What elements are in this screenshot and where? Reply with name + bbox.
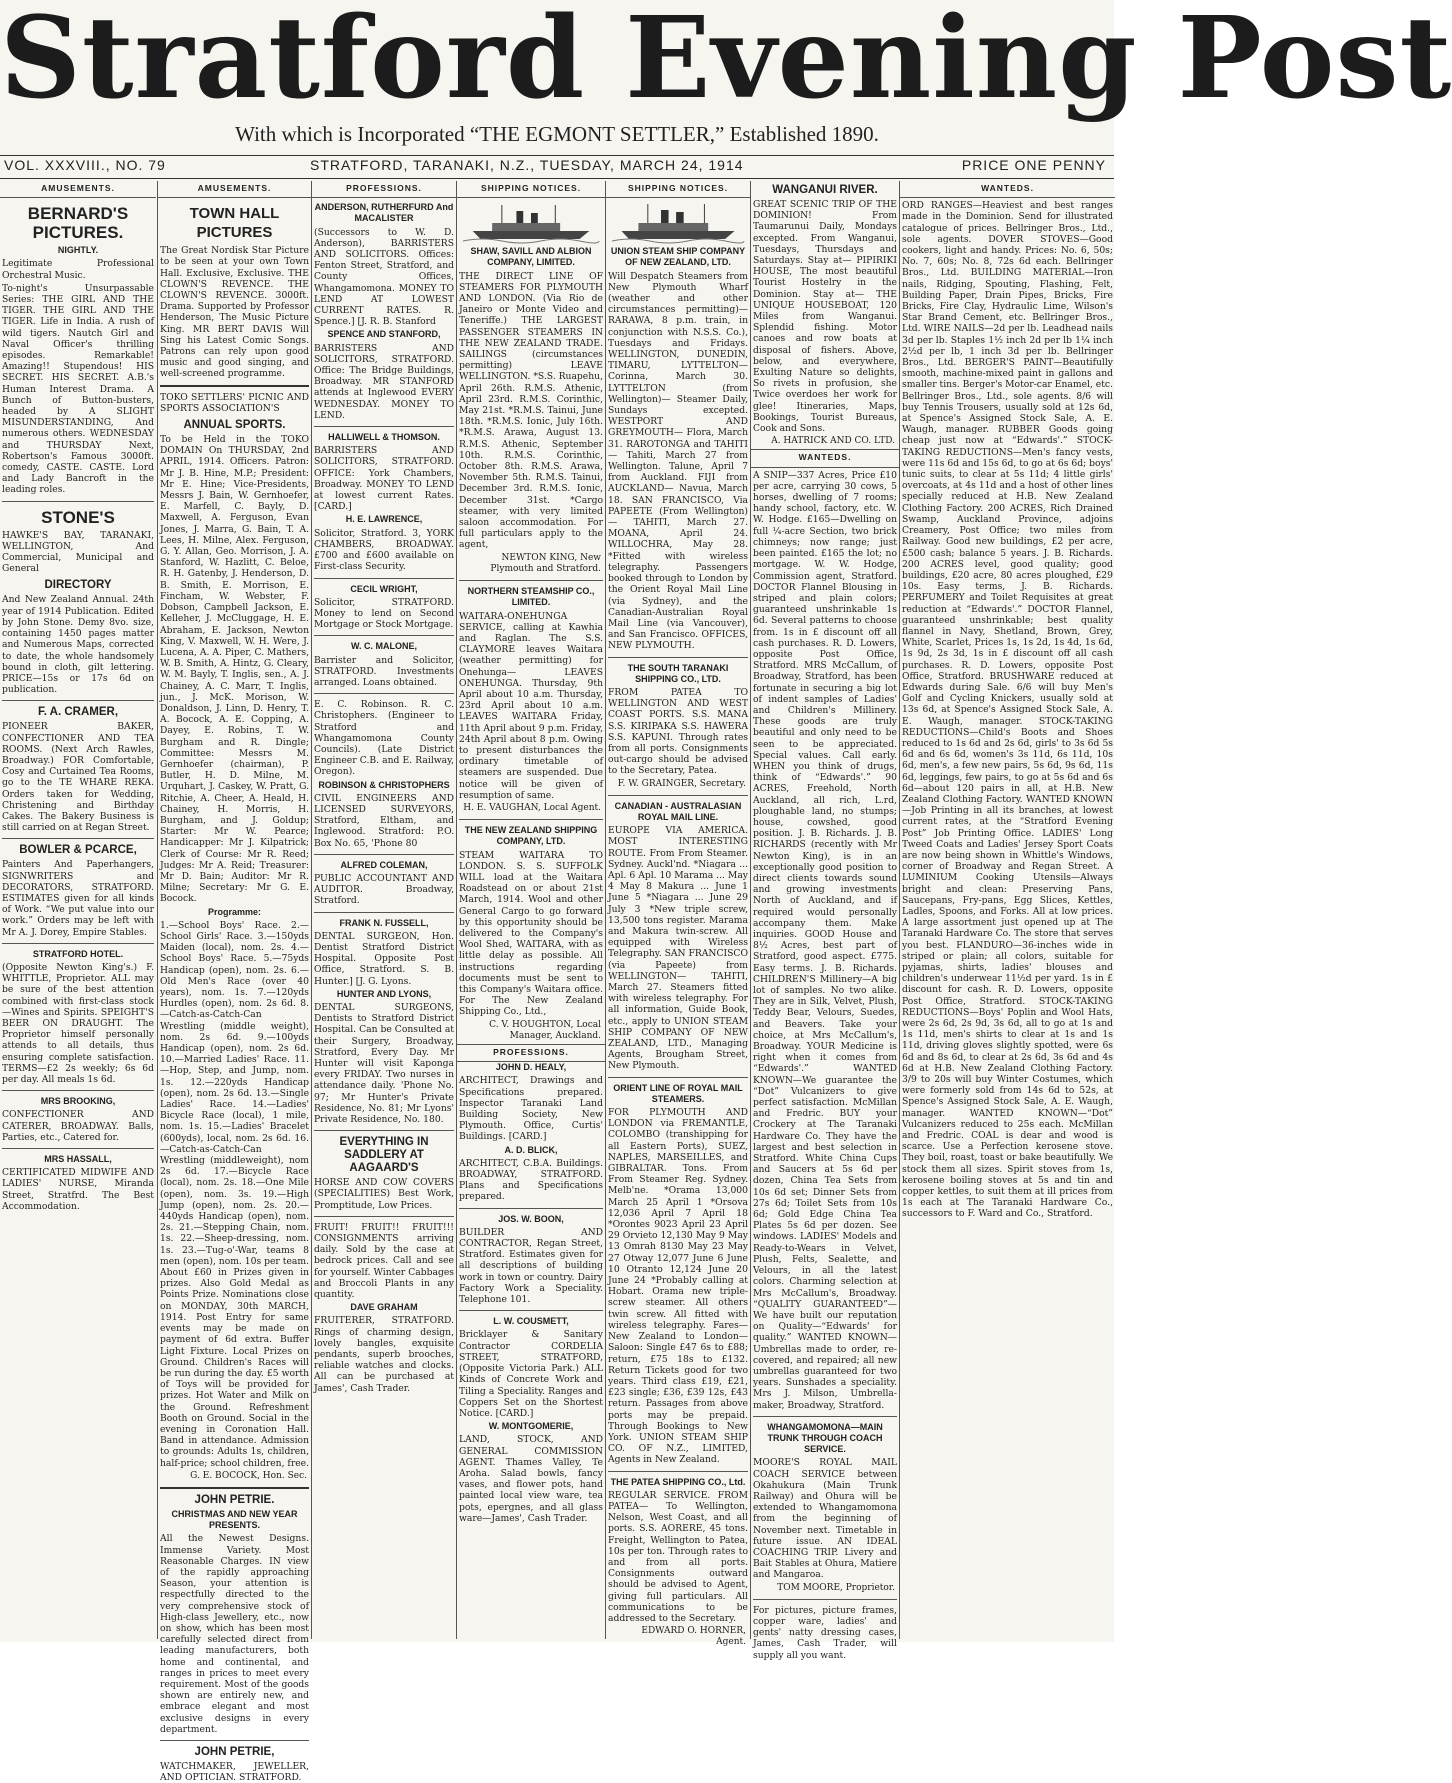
divider (160, 385, 309, 387)
ad-text: TOKO SETTLERS' PICNIC AND SPORTS ASSOCIATION'S (160, 391, 309, 414)
ad-text: Will Despatch Steamers from New Plymouth Wharf (weather and other circumstances permitting)— RARAWA, 8 p.m. train, in conjunction with N.S.S. Co.), Tuesdays and Fridays. WELLINGTON, DUNEDIN, TIMARU, LYTTELTON— Corinna, March 30. LYTTELTON (from Wellington)— Steamer Daily, Sundays excepted. WESTPORT AND GREYMOUTH— Flora, March 31. RAROTONGA and TAHITI— Tahiti, March 27 from Wellington. Talune, April 7 from Auckland. FIJI from AUCKLAND— Navua, March 18. SAN FRANCISCO, Via PAPEETE (From Wellington)— TAHITI, March 27. MOANA, April 24. WILLOCHRA, May 28. *Fitted with wireless telegraphy. Passengers booked through to London by the Orient Royal Mail Line (via Sydney), and the Canadian-Australian Royal Mail Line (via Vancouver), and San Francisco. OFFICES, NEW PLYMOUTH. (608, 270, 748, 652)
ad-text: (Successors to W. D. Anderson), BARRISTERS AND SOLICITORS. Offices: Fenton Street, Stratford, and County Offices, Whangamomona. MONEY TO LEND AT LOWEST CURRENT RATES. R. Spence.] [J. R. B. Stanford (314, 226, 454, 328)
ad-title: FRANK N. FUSSELL, (339, 917, 429, 928)
place-date: STRATFORD, TARANAKI, N.Z., TUESDAY, MARCH 24, 1914 (310, 157, 744, 173)
ad-text: To be Held in the TOKO DOMAIN On THURSDAY, 2nd APRIL, 1914. Officers. Patron: Mr J. B. Hine, M.P.; President: Mr E. Hine; Vice-Presidents, Messrs J. Bain, W. Gernhoefer, E. Marfell, C. Bayly, D. Maxwell, A. Ferguson, Evan Jones, J. Marra, G. Bain, T. A. Lees, H. Milne, Alex. Ferguson, G. Y. Allan, Geo. Morrison, J. A. Stanford, W. Hazlitt, C. Beloe, R. H. Gatenby, J. Henderson, D. B. Smith, E. Morrison, E. Fincham, W. Webster, F. Dobson, Campbell Jackson, E. Kelleher, J. McCluggage, H. E. Abraham, E. Jackson, Newton King, V. Maxwell, W. H. Were, J. Lucena, A. A. Piper, C. Mathers, W. B. Smith, A. Hintz, G. Cleary, W. M. Bayly, T. Inglis, sen., A. J. Chainey, A. C. Marr, T. Inglis, jun., J. McK. Morison, W. Donaldson, J. Linn, D. Henry, T. A. Bocock, A. E. Copping, A. Dayey, E. Robins, T. W. Burgham and R. Dingle; Committee: Messrs M. Gernhoefer (chairman), P. Butler, H. D. Milne, M. Urquhart, J. Caskey, W. Pratt, G. Ritchie, A. Cheer, A. Heald, H. Chainey, H. Morris, H. Burgham, and J. Goldup; Starter: Mr W. Pearce; Handicapper: Mr J. Kilpatrick; Clerk of Course: Mr R. Reed; Judges: Mr A. Reid; Treasurer: Mr D. Bain; Auditor: Mr R. Milne; Secretary: Mr G. E. Bocock. (160, 434, 309, 905)
ad-title: BERNARD'S PICTURES. (27, 204, 129, 243)
divider (459, 1208, 603, 1209)
ad-text: Solicitor, STRATFORD. Money to lend on Second Mortgage or Stock Mortgage. (314, 596, 454, 631)
divider (314, 912, 454, 913)
divider (314, 635, 454, 636)
ad-title: W. MONTGOMERIE, (488, 1421, 574, 1432)
ad-title: CECIL WRIGHT, (350, 583, 418, 594)
ad-title: WHANGAMOMONA—MAIN TRUNK THROUGH COACH SERVICE. (767, 1421, 883, 1455)
ad-title: ROBINSON & CHRISTOPHERS (318, 779, 450, 790)
ad-title: JOHN PETRIE. (194, 1493, 275, 1506)
ad-text: THE DIRECT LINE OF STEAMERS FOR PLYMOUTH AND LONDON. (Via Rio de Janeiro or Monte Video and Teneriffe.) THE LARGEST PASSENGER STEAMERS IN THE NEW ZEALAND TRADE. SAILINGS (circumstances permitting) LEAVE WELLINGTON. *S.S. Ruapehu, April 26th. R.M.S. Athenic, April 23rd. R.M.S. Corinthic, May 21st. *R.M.S. Tainui, June 18th. *R.M.S. Ionic, July 16th. *R.M.S. Arawa, August 13. R.M.S. Athenic, September 10th. R.M.S. Corinthic, October 8th. R.M.S. Arawa, November 5th. R.M.S. Tainui, December 3rd. R.M.S. Ionic, December 31st. *Cargo steamer, with very limited saloon accommodation. For full particulars apply to the agent, (459, 270, 603, 551)
ad-title: DIRECTORY (44, 579, 112, 592)
ad-title: HALLIWELL & THOMSON. (328, 432, 440, 443)
ad-title: THE SOUTH TARANAKI SHIPPING CO., LTD. (627, 662, 729, 684)
ad-title: STRATFORD HOTEL. (32, 948, 124, 959)
divider (2, 943, 154, 944)
divider (160, 1487, 309, 1489)
masthead-subtitle: With which is Incorporated “THE EGMONT SETTLER,” Established 1890. (235, 122, 879, 146)
masthead (0, 0, 1452, 146)
divider (2, 1148, 154, 1149)
divider (2, 838, 154, 839)
ad-text: STEAM WAITARA TO LONDON. S. S. SUFFOLK WILL load at the Waitara Roadstead on or about 21st March, 1914. Wool and other General Cargo to go forward by this opportunity should be delivered to the Company's Wool Shed, WAITARA, with as little delay as possible. All instructions regarding documents must be sent to this Company's Waitara office. For The New Zealand Shipping Co., Ltd., (459, 849, 603, 1018)
ad-text: REGULAR SERVICE. FROM PATEA— To Wellington, Nelson, West Coast, and all ports. S.S. AORERE, 45 tons. Freight, Wellington to Patea, 10s per ton. Through rates to and from all ports. Consignments outward should be advised to Agent, giving full particulars. All communications to be addressed to the Secretary. (608, 1489, 748, 1624)
ad-title: L. W. COUSMETT, (493, 1316, 569, 1327)
divider (314, 426, 454, 427)
section-heading: Programme: (207, 906, 261, 917)
ad-title: BOWLER & PCARCE, (19, 844, 137, 857)
ad-title: MRS BROOKING, (40, 1096, 116, 1107)
divider (314, 578, 454, 579)
ad-title: CANADIAN - AUSTRALASIAN ROYAL MAIL LINE. (614, 800, 742, 822)
ad-text: LAND, STOCK, AND GENERAL COMMISSION AGENT. Thames Valley, Te Aroha. Salad bowls, fancy vases, and flower pots, hand painted local view ware, tea pots, epergnes, and all glass ware—James', Cash Trader. (459, 1434, 603, 1524)
price: PRICE ONE PENNY (961, 157, 1106, 173)
ad-title: THE NEW ZEALAND SHIPPING COMPANY, LTD. (464, 825, 598, 847)
ad-title: F. A. CRAMER, (37, 706, 119, 719)
ad-text: FRUIT! FRUIT!! FRUIT!!! CONSIGNMENTS arriving daily. Sold by the case at bedrock prices. Call and see for yourself. Winter Cabbages and Broccoli Plants in any quantity. (314, 1221, 454, 1301)
ad-text: A SNIP—337 Acres, Price £10 per acre, carrying 30 cows, 5 horses, dwelling of 7 rooms; handy school, factory, etc. W. W. Hodge. £165—Dwelling on full ¼-acre Section, two brick chimneys; now range; just been painted. £165 the lot; no mortgage. W. W. Hodge, Commission agent, Stratford. DOCTOR Flannel Blousing in striped and plain colors; guaranteed unshrinkable 1s 6d. Several patterns to choose from. 1s in £ discount off all cash purchases. R. D. Lowers, opposite Post Office, Stratford. MRS McCallum, of Broadway, Stratford, has been fortunate in securing a big lot of indent samples of Ladies' and Children's Millinery. These goods are truly beautiful and only need to be seen to be appreciated. Special values. Call early. WHEN you think of drugs, think of “Edwards'.” 90 ACRES, Freehold, North Auckland, all rich, L.rd, ploughable land, no stumps; house, cowshed, good position. J. B. Richards. J. B. RICHARDS (recently with Mr Newton King), is in an exceptionally good position to direct clients towards sound and growing investments North of Auckland, and if required would personally accompany them. Make inquiries. GOOD House and 8½ Acres, best part of Stratford, good aspect. £775. Easy terms. J. B. Richards. CHILDREN'S Millinery—A big lot of samples. No two alike. They are in Silk, Velvet, Plush, Teddy Bear, Velours, Suedes, and Beavers. Take your choice, at Mrs McCallum's, Broadway. YOUR Medicine is right when it comes from “Edwards'.” WANTED KNOWN—We guarantee the “Dot” Vulcanizers to give perfect satisfaction. McMillan and Fredric. BUY your Crockery at The Taranaki Hardware Co. They have the largest and best selection in Stratford. White China Cups and Saucers at 5s 6d per dozen, China Tea Sets from 10s 6d set; Dinner Sets from 27s 6d; Toilet Sets from 10s 6d; Gold Edge China Tea Plates 5s 6d per dozen. See windows. LADIES' Models and Ready-to-Wears in Velvet, Plush, Felts, Sealette, and Velours, in all the latest colors. Charming selection at Mrs McCallum's, Broadway. “QUALITY GUARANTEED”—We have built our reputation on Quality—“Edwards' for quality.” WANTED KNOWN—Umbrellas made to order, re-covered, and repaired; all new umbrellas guaranteed for two years. Sunshades a speciality. Mrs J. Milson, Umbrella-maker, Broadway, Stratford. (753, 469, 897, 1411)
masthead-title: Stratford Evening Post (0, 0, 1452, 124)
ad-text: FROM PATEA TO WELLINGTON AND WEST COAST PORTS. S.S. MANA S.S. KIRIPAKA S.S. HAWERA S.S. KAPUNI. Through rates from all ports. Consignments out-cargo should be advised to the Secretary, Patea. (608, 686, 748, 777)
ad-text: 1.—School Boys' Race. 2.—School Girls' Race. 3.—150yds Maiden (local), nom. 2s. 4.—School Boys' Race. 5.—75yds Handicap (open), nom. 2s. 6.—Old Men's Race (over 40 years), nom. 1s. 7.—120yds Hurdles (open), nom. 2s 6d. 8.—Catch-as-Catch-Can Wrestling (middle weight), nom. 2s 6d. 9.—100yds Handicap (open), nom. 2s 6d. 10.—Married Ladies' Race. 11.—Hop, Step, and Jump, nom. 1s. 12.—220yds Handicap (open), nom. 2s 6d. 13.—Single Ladies' Race. 14.—Ladies' Bicycle Race (local), 1 mile, nom. 1s. 15.—Ladies' Bracelet (600yds), local, nom. 2s 6d. 16.—Catch-as-Catch-Can Wrestling (middleweight), nom 2s 6d. 17.—Bicycle Race (local), nom. 2s. 18.—One Mile (open), nom. 3s. 19.—High Jump (open), nom. 2s. 20.—440yds Handicap (open), nom. 2s. 21.—Stepping Chain, nom. 1s. 22.—Sheep-dressing, nom. 1s. 23.—Tug-o'-War, teams 8 men (open), nom. 10s per team. About £60 in Prizes given in prizes. Also Gold Medal as Points Prize. Nominations close on MONDAY, 30th MARCH, 1914. Post Entry for same events may be made on payment of 6d extra. Buffer Light Fixture. Local Prizes on Ground. Children's Races will be run during the day. £5 worth of Toys will be provided for prizes. Hot Water and Milk on the Ground. Refreshment Booth on Ground. Social in the evening in Coronation Hall. Band in attendance. Admission to grounds: Adults 1s, children, half-price; school children, free. (160, 919, 310, 1469)
signature: EDWARD O. HORNER, Agent. (641, 1626, 746, 1648)
ad-text: BUILDER AND CONTRACTOR, Regan Street, Stratford. Estimates given for all descriptions of building work in town or country. Dairy Factory Work a Speciality. Telephone 101. (459, 1226, 603, 1306)
column-7 (899, 181, 1115, 1639)
ad-title: THE PATEA SHIPPING CO., Ltd. (610, 1476, 746, 1487)
ad-text: FOR PLYMOUTH AND LONDON via FREMANTLE, COLOMBO (transhipping for all Eastern Ports), SUEZ, NAPLES, MARSEILLES, and GIBRALTAR. Tons. From From Steamer Reg. Sydney. Melb'ne. *Orama 13,000 March 25 April 1 *Orsova 12,036 April 7 April 18 *Orontes 9023 April 23 April 29 Orvieto 12,130 May 9 May 13 Omrah 8130 May 23 May 27 Otway 12,077 June 6 June 10 Otranto 12,124 June 20 June 24 *Probably calling at Hobart. Orama new triple-screw steamer. All others twin screw. All fitted with wireless telegraphy. Fares—New Zealand to London—Saloon: Single £47 6s to £88; return, £75 18s to £132. Return Tickets good for two years. Third class £19, £21, £23 single; £36, £39 12s, £43 return. Passages from above ports may be prepaid. Through Bookings to New York. UNION STEAM SHIP CO. OF N.Z., LIMITED, Agents in New Zealand. (608, 1107, 748, 1466)
ad-title: STONE'S (41, 507, 115, 527)
column-2 (157, 181, 311, 1783)
ad-text: ORD RANGES—Heaviest and best ranges made in the Dominion. Send for illustrated catalogue of prices. Bellringer Bros., Ltd., sole agents. DOVER STOVES—Good cookers, light and handy. Prices: No. 6, 50s; No. 7, 60s; No. 8, 72s 6d each. Bellringer Bros., Ltd. BUILDING MATERIAL—Iron nails, Ridging, Spouting, Flashing, Felt, Building Paper, Drain Pipes, Bricks, Fire Bricks, Fire Clay, Hydraulic Lime, Wilson's Star Brand Cement, etc. Bellringer Bros., Ltd. WIRE NAILS—2d per lb. Leadhead nails 3d per lb. Staples 1½ inch 2d per lb 1¼ inch 2½d per lb, 1 inch 3d per lb. Bellringer Bros., Ltd. BERGER'S PAINT—Beautifully smooth, machine-mixed paint in gallons and smaller tins. Berger's Motor-car Enamel, etc. Bellringer Bros., Ltd., sole agents. 8/6 will buy Tennis Trousers, usually sold at 12s 6d, at Spence's Assigned Stock Sale, A. E. Waugh, manager. RUBBER Goods going cheap just now at “Edwards'.” STOCK-TAKING REDUCTIONS—Men's fancy vests, were 11s 6d and 15s 6d, to go at 6s 6d; boys' tunic suits, to clear at 5s 11d; 4 little girls' overcoats, at 4s 11d and a host of other lines specially reduced at H.B. New Zealand Clothing Factory. 200 ACRES, Rich Drained Swamp, Auckland Province, adjoins Creamery, Post Office; two miles from Railway. Good new buildings, £2 per acre, £500 cash; balance 5 years. J. B. Richards. 200 ACRES level, good quality; good buildings, £20 acre, 80 acres ploughed, £29 10s. Easy terms, J. B. Richards. PERFUMERY and Toilet Requisites at great reduction at “Edwards'.” DOCTOR Flannel, guaranteed unshrinkable; best quality flannel in Navy, Shetland, Brown, Grey, White, Scarlet, Prices 1s, 1s 2d, 1s 4d, 1s 6d, 1s 9d, 2s 3d, 1s in £ discount off all cash purchases. R. D. Lowers, opposite Post Office, Stratford. BRUSHWARE reduced at Edwards during Sale. 6/6 will buy Men's Golf and Cycling Knickers, usually sold at 13s 6d, at Spence's Assigned Stock Sale, A. E. Waugh, manager. STOCK-TAKING REDUCTIONS—Child's Boots and Shoes reduced to 1s 6d and 2s 6d, girls' to 3s 6d 5s 6d and 6s 6d, women's 3s 11d, 6s 11d, 10s 6d, men's, a few new pairs, 5s 6d, 9s 6d, 11s 6d, leggings, few pairs, to go at 5s 6d and 6s 6d—about 120 pairs in all, at H.B. New Zealand Clothing Factory. WANTED KNOWN—Job Printing in all its branches, at lowest current rates, at the “Stratford Evening Post” Job Printing Office. LADIES' Long Tweed Coats and Ladies' Jersey Sport Coats are now being shown in Whittle's Windows, corner of Broadway and Regan Street. A LUMINIUM Cooking Utensils—Always bright and clean: Preserving Pans, Saucepans, Fry-pans, Egg Slices, Kettles, Ladles, Spoons, and Forks. All at low prices. A large assortment just opened up at The Taranaki Hardware Co. The store that serves you best. FLANDURO—36-inches wide in striped or plain; all colors, suitable for pyjamas, shirts, ladies' blouses and children's underwear 11½d per yard. 1s in £ discount for cash. R. D. Lowers, opposite Post Office, Stratford. STOCK-TAKING REDUCTIONS—Boys' Poplin and Wool Hats, were 2s 6d, 2s 9d, 3s 6d, all to go at 1s and 1s 11d, men's shirts to clear at 1s and 1s 11d, driving gloves slightly spotted, were 6s 6d and 8s 6d, to clear at 2s 6d, 3s 6d and 4s 6d at H.B. New Zealand Clothing Factory. 3/9 to 20s will buy Winter Costumes, which were formerly sold from 14s 6d to 52s, at Spence's Assigned Stock Sale, A. E. Waugh, manager. WANTED KNOWN—“Dot” Vulcanizers reduced to 25s each. McMillan and Fredric. COAL is dear and wood is scarce. Use a Perfection kerosene stove. They boil, roast, toast or bake beautifully. We stock them all sizes. Spirit stoves from 1s, kerosene boiling stoves at 5s and tin and copper kettles, to suit them at ill prices from 1s each at The Taranaki Hardware Co., successors to F. Ward and Co., Stratford. (902, 200, 1114, 1220)
divider (608, 657, 748, 658)
ad-text: Bricklayer & Sanitary Contractor CORDELIA STREET, STRATFORD, (Opposite Victoria Park.) ALL Kinds of Concrete Work and Tiling a Speciality. Ranges and Coppers Set on the Shortest Notice. [CARD.] (459, 1329, 603, 1419)
signature: TOM MOORE, Proprietor. (777, 1582, 895, 1593)
column-heading: WANTEDS. (751, 449, 899, 467)
column-3 (311, 181, 456, 1639)
ad-text: All the Newest Designs. Immense Variety. Most Reasonable Charges. IN view of the rapidly approaching Season, your attention is respectfully directed to the very comprehensive stock of High-class Jewellery, etc., now on show, which has been most carefully selected direct from leading manufacturers, both home and continental, and ranges in prices to meet every requirement. Most of the goods shown are entirely new, and embrace elegant and most exclusive designs in every department. (160, 1533, 309, 1735)
divider (753, 1416, 897, 1417)
column-5 (605, 181, 750, 1648)
ad-text: EUROPE VIA AMERICA. MOST INTERESTING ROUTE. From From Steamer. Sydney. Auckl'nd. *Niagara ... Apl. 6 Apl. 10 Marama ... May 4 May 8 Makura ... June 1 June 5 *Niagara ... June 29 July 3 *New triple screw, 13,500 tons register. Marama and Makura twin-screw. All equipped with Wireless Telegraphy. SAN FRANCISCO (via Papeete) from WELLINGTON— TAHITI, March 27. Steamers fitted with wireless telegraphy. For all information, Guide Book, etc., apply to UNION STEAM SHIP COMPANY OF NEW ZEALAND, LTD., Managing Agents, Brougham Street, New Plymouth. (608, 825, 748, 1072)
ad-title: DAVE GRAHAM (350, 1302, 418, 1313)
ad-text: PUBLIC ACCOUNTANT AND AUDITOR. Broadway, Stratford. (314, 872, 454, 907)
ad-title: W. C. MALONE, (351, 641, 417, 652)
ad-text: PIONEER BAKER, CONFECTIONER AND TEA ROOMS. (Next Arch Rawles, Broadway.) FOR Comfortable, Cosy and Curtained Tea Rooms, go to the TE WHARE REKA. Orders taken for Wedding, Christening and Birthday Cakes. The Bakery Business is still carried on at Regan Street. (2, 721, 154, 834)
column-heading: PROFESSIONS. (312, 181, 456, 198)
divider (608, 1077, 748, 1078)
ad-title: JOHN PETRIE, (194, 1746, 275, 1758)
ad-text: WATCHMAKER, JEWELLER, AND OPTICIAN. STRATFORD. (160, 1761, 309, 1783)
ad-title: EVERYTHING IN SADDLERY AT AAGAARD'S (339, 1136, 429, 1175)
ad-text: CERTIFICATED MIDWIFE AND LADIES' NURSE, Miranda Street, Stratfrd. The Best Accommodation. (2, 1167, 154, 1212)
steamship-illustration (612, 201, 744, 243)
column-heading: PROFESSIONS. (457, 1044, 605, 1062)
column-1 (0, 181, 156, 1639)
ad-title: NORTHERN STEAMSHIP CO., LIMITED. (467, 586, 595, 608)
ad-text: CONFECTIONER AND CATERER, BROADWAY. Balls, Parties, etc., Catered for. (2, 1109, 154, 1143)
ad-text: E. C. Robinson. R. C. Christophers. (Engineer to Stratford and Whangamomona County Councils). (Late District Engineer C.B. and E. Railway, Oregon). (314, 699, 454, 778)
ad-title: UNION STEAM SHIP COMPANY OF NEW ZEALAND, LTD. (610, 246, 746, 268)
column-heading: SHIPPING NOTICES. (606, 181, 750, 198)
ad-text: ARCHITECT, Drawings and Specifications prepared. Inspector Taranaki Land Building Society, New Plymouth. Office, Curtis' Buildings. [CARD.] (459, 1075, 603, 1143)
ad-text: ARCHITECT, C.B.A. Buildings. BROADWAY, STRATFORD. Plans and Specifications prepared. (459, 1157, 603, 1203)
ad-text: Solicitor, Stratford. 3, YORK CHAMBERS, BROADWAY. £700 and £600 available on First-class Security. (314, 527, 454, 573)
column-heading: SHIPPING NOTICES. (457, 181, 605, 198)
ad-subtitle: NIGHTLY. (57, 245, 99, 256)
ad-title: JOHN D. HEALY, (495, 1062, 567, 1073)
divider (314, 1216, 454, 1217)
volume-number: VOL. XXXVIII., NO. 79 (4, 157, 166, 173)
dateline (0, 155, 1114, 179)
ad-text: MOORE'S ROYAL MAIL COACH SERVICE between Okahukura (Main Trunk Railway) and Ohura will be extended to Whangamomona from the beginning of November next. Timetable in future issue. AN IDEAL COACHING TRIP. Livery and Bait Stables at Ohura, Matiere and Mangaroa. (753, 1457, 897, 1581)
ad-text: BARRISTERS AND SOLICITORS, STRATFORD. Office: The Bridge Buildings, Broadway. MR STANFORD attends at Inglewood EVERY WEDNESDAY. MONEY TO LEND. (314, 342, 454, 421)
ad-text: Painters And Paperhangers, SIGNWRITERS and DECORATORS, STRATFORD. ESTIMATES given for all kinds of Work. “We put value into our work.” Orders may be left with Mr A. J. Dorey, Empire Stables. (2, 859, 154, 938)
signature: H. E. VAUGHAN, Local Agent. (463, 802, 601, 813)
ad-title: H. E. LAWRENCE, (345, 514, 423, 525)
ad-title: HUNTER AND LYONS, (336, 988, 432, 999)
ad-text: And New Zealand Annual. 24th year of 1914 Publication. Edited by John Stone. Demy 8vo. size, containing 1450 pages matter and Numerous Maps, corrected to date, the whole handsomely bound in cloth, gilt lettering. PRICE—15s or 17s 6d on publication. (2, 594, 154, 696)
ad-text: To-night's Unsurpassable Series: THE GIRL AND THE TIGER. THE GIRL AND THE TIGER. Life in India. A rush of wild tigers. Nautch Girl and Naval Officer's thrilling episodes. Remarkable! Amazing!! Stupendous! HIS SECRET. HIS SECRET. A.B.'s Human Interest Drama. A Bunch of Button-busters, headed by A SLIGHT MISUNDERSTANDING, And numerous others. WEDNESDAY and THURSDAY Next, Robertson's Famous 3000ft. comedy, CASTE. CASTE. Lord and Lady Bancroft in the leading roles. (2, 282, 154, 496)
ad-title: MRS HASSALL, (44, 1154, 112, 1165)
divider (608, 1471, 748, 1472)
ad-text: FRUITERER, STRATFORD. Rings of charming design, lovely bangles, exquisite pendants, superb brooches, reliable watches and clocks. All can be purchased at James', Cash Trader. (314, 1315, 454, 1394)
divider (2, 700, 154, 701)
ad-text: HORSE AND COW COVERS (SPECIALITIES) Best Work, Promptitude, Low Prices. (314, 1177, 454, 1211)
ad-subtitle: CHRISTMAS AND NEW YEAR PRESENTS. (171, 1508, 298, 1531)
ad-text: For pictures, picture frames, copper ware, ladies' and gents' natty dressing cases, James, Cash Trader, will supply all you want. (753, 1604, 897, 1661)
ad-text: DENTAL SURGEON, Hon. Dentist Stratford District Hospital. Opposite Post Office, Stratford. S. B. Hunter.] [J. G. Lyons. (314, 930, 454, 987)
signature: C. V. HOUGHTON, Local Manager, Auckland. (489, 1019, 601, 1041)
divider (459, 1310, 603, 1311)
ad-title: ALFRED COLEMAN, (340, 859, 428, 870)
column-heading: AMUSEMENTS. (158, 181, 311, 198)
ad-title: JOS. W. BOON, (498, 1213, 564, 1224)
ad-title: WANGANUI RIVER. (772, 184, 878, 196)
ad-title: ORIENT LINE OF ROYAL MAIL STEAMERS. (613, 1082, 743, 1104)
ad-text: BARRISTERS AND SOLICITORS, STRATFORD. OFFICE: York Chambers, Broadway. MONEY TO LEND at lowest current Rates. [CARD.] (314, 445, 454, 513)
ad-text: The Great Nordisk Star Picture to be seen at your own Town Hall. Exclusive, Exclusive. THE CLOWN'S REVENCE. THE CLOWN'S REVENCE. 3000ft. Drama. Supported by Professor Henderson, The Music Picture King. MR BERT DAVIS Will Sing his Latest Comic Songs. Patrons can rely upon good music and good singing, and well-screened programme. (160, 245, 309, 380)
divider (314, 693, 454, 694)
column-heading: WANTEDS. (900, 181, 1115, 198)
divider (459, 580, 603, 581)
divider (608, 795, 748, 796)
ad-text: HAWKE'S BAY, TARANAKI, WELLINGTON, And Commercial, Municipal and General (2, 529, 154, 575)
ad-text: Legitimate Professional Orchestral Music. (2, 258, 154, 281)
ad-title: ANDERSON, RUTHERFURD And MACALISTER (314, 202, 454, 224)
divider (160, 1740, 309, 1741)
divider (314, 854, 454, 855)
ad-text: CIVIL ENGINEERS AND LICENSED SURVEYORS, Stratford, Eltham, and Inglewood. Stratford: P.O. Box No. 65, 'Phone 80 (314, 792, 454, 849)
signature: G. E. BOCOCK, Hon. Sec. (190, 1470, 307, 1481)
divider (2, 501, 154, 502)
ad-title: SHAW, SAVILL AND ALBION COMPANY, LIMITED. (470, 246, 592, 268)
signature: A. HATRICK AND CO. LTD. (771, 436, 895, 447)
signature: NEWTON KING, New Plymouth and Stratford. (490, 552, 601, 574)
divider (753, 1599, 897, 1600)
column-6 (750, 181, 899, 1661)
signature: F. W. GRAINGER, Secretary. (617, 778, 746, 789)
ad-title: TOWN HALL PICTURES (189, 205, 280, 242)
divider (459, 819, 603, 820)
ad-text: DENTAL SURGEONS, Dentists to Stratford District Hospital. Can be Consulted at their Surgery, Broadway, Stratford, Every Day. Mr Hunter will visit Kaponga every FRIDAY. Two nurses in attendance daily. 'Phone No. 97; Mr Hunter's Private Residence, No. 81; Mr Lyons' Private Residence, No. 180. (314, 1002, 454, 1126)
ad-title: A. D. BLICK, (504, 1144, 558, 1155)
column-heading: AMUSEMENTS. (0, 181, 156, 198)
ad-text: Barrister and Solicitor, STRATFORD. Investments arranged. Loans obtained. (314, 654, 454, 688)
ad-text: (Opposite Newton King's.) F. WHITTLE, Proprietor. ALL may be sure of the best attention combined with first-class stock—Wines and Spirits. SPEIGHT'S BEER ON DRAUGHT. The Proprietor himself personally attends to all details, thus ensuring complete satisfaction. TERMS—£2 2s weekly; 6s 6d per day. All meals 1s 6d. (2, 961, 154, 1085)
divider (2, 1090, 154, 1091)
ad-text: GREAT SCENIC TRIP OF THE DOMINION! From Taumarunui Daily, Mondays excepted. From Wanganui, Tuesdays, Thursdays and Saturdays. Stay at— PIPIRIKI HOUSE, The most beautiful Tourist Hostelry in the Dominion. Stay at— THE UNIQUE HOUSEBOAT, 120 Miles from Wanganui. Splendid fishing. Motor canoes and row boats at disposal of fishers. Above, below, and everywhere, Exulting Nature so delights, So rivets in profusion, she Twice overdoes her work for glee! Itineraries, Maps, Bookings, Tourist Bureaus, Cook and Sons. (753, 199, 897, 435)
divider (314, 1130, 454, 1131)
ad-title: ANNUAL SPORTS. (183, 419, 286, 432)
column-4 (456, 181, 605, 1639)
ad-text: WAITARA-ONEHUNGA SERVICE, calling at Kawhia and Raglan. The S.S. CLAYMORE leaves Waitara (weather permitting) for Onehunga— LEAVES ONEHUNGA. Thursday, 9th April about 10 a.m. Thursday, 23rd April about 10 a.m. LEAVES WAITARA Friday, 11th April about 9 p.m. Friday, 24th April about 8 p.m. Owing to present disturbances the ordinary timetable of steamers are suspended. Due notice will be given of resumption of same. (459, 610, 603, 801)
ad-title: SPENCE AND STANFORD, (327, 329, 441, 340)
steamship-illustration (463, 201, 599, 243)
